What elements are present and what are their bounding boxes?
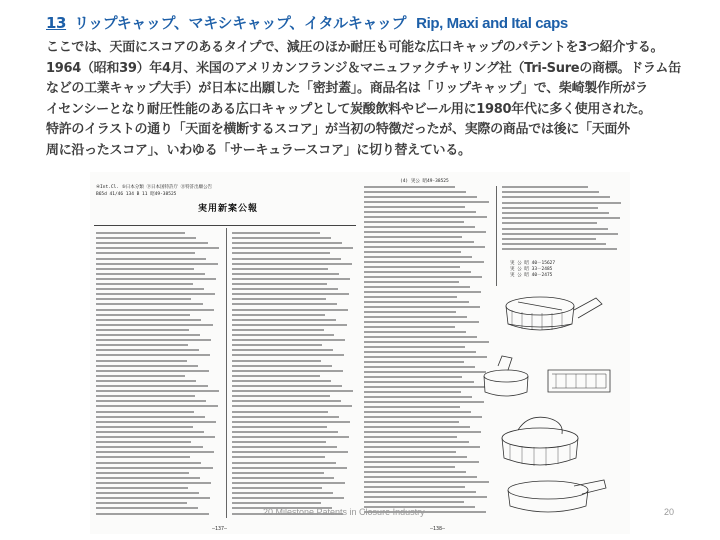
patent-text-line — [232, 411, 328, 413]
patent-text-line — [232, 334, 334, 336]
patent-text-line — [96, 303, 203, 305]
patent-text-line — [96, 492, 199, 494]
patent-text-line — [232, 472, 324, 474]
patent-text-line — [232, 462, 336, 464]
patent-text-line — [232, 349, 333, 351]
patent-text-line — [96, 477, 200, 479]
body-line: 1964（昭和39）年4月、米国のアメリカンフランジ＆マニュファクチャリング社（Tri-Sureの商標。ドラム缶 — [46, 60, 681, 76]
patent-text-line — [96, 446, 203, 448]
patent-text-line — [232, 258, 341, 260]
patent-text-line — [96, 360, 187, 362]
patent-text-line — [364, 501, 464, 503]
patent-text-line — [232, 436, 349, 438]
patent-text-line — [232, 446, 337, 448]
patent-text-line — [96, 436, 215, 438]
patent-text-line — [96, 472, 189, 474]
patent-text-line — [364, 341, 489, 343]
patent-text-line — [502, 191, 599, 193]
patent-text-line — [364, 311, 456, 313]
patent-text-line — [364, 446, 480, 448]
column-divider — [496, 186, 497, 286]
body-line: 特許のイラストの通り「天面を横断するスコア」が当初の特徴だったが、実際の商品では後に「天面外 — [46, 122, 630, 138]
patent-text-line — [364, 206, 465, 208]
patent-left-page — [90, 172, 360, 534]
slide-number-label: 13 — [46, 14, 67, 32]
patent-left-header-2: B65d 41/46 134 B 11 昭49-38525 — [96, 192, 177, 197]
patent-text-line — [364, 411, 471, 413]
footer-page-number: 20 — [664, 507, 675, 517]
patent-text-line — [96, 252, 195, 254]
patent-text-line — [364, 316, 467, 318]
patent-text-line — [232, 247, 353, 249]
patent-text-line — [364, 186, 455, 188]
patent-text-line — [232, 400, 341, 402]
patent-text-line — [96, 380, 196, 382]
patent-text-line — [364, 351, 476, 353]
patent-text-line — [364, 421, 459, 423]
patent-text-line — [96, 354, 210, 356]
patent-text-line — [364, 401, 484, 403]
patent-text-line — [364, 366, 475, 368]
patent-text-line — [232, 451, 348, 453]
patent-text-line — [96, 273, 205, 275]
title-english: Rip, Maxi and Ital caps — [416, 15, 568, 32]
patent-text-line — [364, 371, 486, 373]
patent-text-line — [232, 441, 326, 443]
patent-text-line — [96, 288, 204, 290]
patent-right-page — [360, 172, 630, 534]
patent-text-line — [502, 228, 608, 230]
patent-text-line — [232, 375, 320, 377]
patent-text-line — [364, 291, 481, 293]
patent-text-line — [232, 252, 330, 254]
patent-text-line — [364, 381, 474, 383]
patent-text-line — [96, 258, 206, 260]
patent-text-line — [96, 462, 201, 464]
patent-text-line — [96, 390, 219, 392]
patent-text-line — [502, 207, 598, 209]
patent-text-line — [232, 232, 320, 234]
patent-text-line — [96, 502, 187, 504]
patent-text-line — [364, 486, 465, 488]
patent-text-line — [364, 441, 469, 443]
patent-text-line — [96, 329, 189, 331]
patent-text-line — [96, 416, 205, 418]
patent-text-line — [96, 426, 193, 428]
patent-text-line — [96, 482, 211, 484]
patent-text-line — [364, 336, 477, 338]
patent-text-line — [232, 263, 352, 265]
patent-divider — [94, 225, 356, 226]
patent-text-line — [364, 261, 484, 263]
patent-text-line — [96, 309, 214, 311]
patent-text-line — [232, 421, 350, 423]
patent-text-line — [96, 441, 191, 443]
patent-text-line — [232, 492, 333, 494]
patent-right-header: (4) 実公 昭49-38525 — [400, 179, 449, 184]
footer-title: 20 Milestone Patents in Closure Industry — [263, 507, 425, 517]
patent-reference: 実 公 昭 40－15627 — [510, 261, 556, 266]
patent-text-line — [232, 380, 331, 382]
patent-text-line — [232, 324, 347, 326]
patent-text-line — [232, 319, 336, 321]
patent-text-line — [502, 212, 609, 214]
patent-text-line — [232, 497, 344, 499]
patent-text-line — [96, 242, 208, 244]
patent-text-line — [364, 321, 479, 323]
patent-text-line — [364, 386, 485, 388]
patent-text-line — [96, 232, 185, 234]
patent-text-line — [364, 436, 457, 438]
patent-text-line — [502, 238, 596, 240]
patent-text-line — [232, 426, 327, 428]
patent-text-line — [232, 329, 324, 331]
patent-text-line — [364, 356, 487, 358]
patent-journal-title: 実用新案公報 — [198, 204, 259, 214]
patent-text-line — [96, 497, 210, 499]
patent-text-line — [364, 456, 467, 458]
patent-text-line — [232, 502, 321, 504]
patent-text-line — [232, 288, 338, 290]
body-line: ここでは、天面にスコアのあるタイプで、減圧のほか耐圧も可能な広口キャップのパテントを3つ紹介する。 — [46, 40, 664, 55]
patent-text-line — [96, 385, 208, 387]
patent-text-line — [364, 346, 465, 348]
patent-text-line — [232, 360, 321, 362]
patent-text-line — [96, 375, 185, 377]
patent-text-line — [232, 385, 342, 387]
patent-text-line — [232, 293, 349, 295]
patent-text-line — [96, 339, 211, 341]
patent-text-line — [96, 365, 198, 367]
patent-left-header: ④Int.Cl. ⑤日本分類 ⑨日本国特許庁 ⑪特許出願公告 — [96, 185, 213, 190]
patent-text-line — [502, 248, 617, 250]
patent-text-line — [502, 186, 588, 188]
patent-text-line — [96, 293, 215, 295]
patent-text-line — [502, 222, 597, 224]
body-line: イセンシーとなり耐圧性能のある広口キャップとして炭酸飲料やビール用に1980年代に多く使用された。 — [46, 101, 651, 117]
title-japanese: リップキャップ、マキシキャップ、イタルキャップ — [74, 14, 407, 32]
patent-text-line — [364, 301, 469, 303]
patent-text-line — [96, 421, 216, 423]
patent-text-line — [364, 471, 466, 473]
patent-text-line — [364, 306, 480, 308]
patent-text-line — [232, 303, 337, 305]
patent-text-line — [364, 481, 489, 483]
patent-right-page-number: —138— — [430, 526, 446, 532]
patent-text-line — [232, 354, 344, 356]
patent-text-line — [96, 456, 190, 458]
patent-text-line — [364, 331, 466, 333]
slide-footer — [0, 507, 720, 523]
patent-text-line — [364, 406, 460, 408]
patent-text-line — [96, 314, 190, 316]
patent-text-line — [232, 283, 327, 285]
patent-text-line — [364, 226, 475, 228]
patent-text-line — [364, 426, 470, 428]
patent-text-line — [364, 466, 455, 468]
patent-left-page-number: —137— — [212, 526, 228, 532]
patent-text-line — [364, 476, 477, 478]
patent-text-line — [502, 243, 606, 245]
patent-document-image — [90, 172, 630, 534]
patent-text-line — [364, 201, 489, 203]
patent-text-line — [232, 370, 343, 372]
body-text — [46, 38, 696, 162]
body-line: などの工業キャップ大手）が日本に出願した「密封蓋」。商品名は「リップキャップ」で、柴崎製作所がラ — [46, 81, 648, 97]
patent-text-line — [232, 242, 342, 244]
patent-text-line — [232, 314, 325, 316]
patent-text-line — [364, 391, 461, 393]
patent-text-line — [96, 324, 213, 326]
patent-text-line — [364, 286, 470, 288]
patent-text-line — [364, 361, 464, 363]
patent-text-line — [364, 396, 472, 398]
patent-text-line — [364, 271, 471, 273]
patent-text-line — [96, 451, 214, 453]
patent-text-line — [96, 431, 204, 433]
patent-text-line — [364, 251, 461, 253]
patent-text-line — [232, 298, 326, 300]
patent-text-line — [502, 233, 618, 235]
patent-text-line — [364, 236, 462, 238]
patent-text-line — [96, 411, 194, 413]
patent-text-line — [96, 400, 206, 402]
patent-text-line — [232, 405, 352, 407]
patent-text-line — [364, 231, 486, 233]
cap-illustration-figures — [478, 280, 628, 520]
patent-text-line — [364, 496, 487, 498]
patent-text-line — [364, 221, 464, 223]
patent-text-line — [364, 276, 482, 278]
patent-text-line — [364, 326, 455, 328]
patent-text-line — [96, 334, 200, 336]
patent-text-line — [364, 296, 457, 298]
patent-text-line — [502, 217, 620, 219]
patent-text-line — [232, 309, 348, 311]
patent-text-line — [502, 196, 610, 198]
patent-text-line — [96, 298, 191, 300]
patent-text-line — [232, 395, 330, 397]
patent-text-line — [232, 237, 331, 239]
patent-text-line — [232, 344, 322, 346]
patent-text-line — [232, 273, 339, 275]
patent-text-line — [96, 370, 209, 372]
patent-text-line — [232, 390, 353, 392]
patent-text-line — [502, 202, 621, 204]
patent-text-line — [364, 451, 456, 453]
patent-text-line — [96, 319, 201, 321]
patent-text-line — [96, 467, 213, 469]
patent-text-line — [96, 349, 199, 351]
patent-text-line — [232, 416, 339, 418]
patent-text-line — [232, 268, 328, 270]
patent-text-line — [364, 216, 487, 218]
patent-text-line — [96, 395, 195, 397]
slide-title — [46, 12, 706, 33]
patent-text-line — [364, 491, 476, 493]
patent-text-line — [232, 487, 322, 489]
patent-text-line — [96, 344, 188, 346]
patent-text-line — [364, 376, 462, 378]
patent-text-line — [232, 477, 334, 479]
patent-text-line — [364, 461, 479, 463]
patent-text-line — [232, 431, 338, 433]
patent-text-line — [232, 467, 347, 469]
patent-text-line — [364, 416, 482, 418]
patent-text-line — [364, 256, 472, 258]
patent-text-line — [96, 268, 194, 270]
patent-text-line — [232, 278, 350, 280]
patent-text-line — [364, 211, 476, 213]
patent-text-line — [364, 191, 466, 193]
patent-text-line — [232, 339, 345, 341]
patent-text-line — [96, 487, 188, 489]
column-divider — [226, 228, 227, 518]
patent-text-line — [96, 237, 196, 239]
patent-reference: 実 公 昭 33－2485 — [510, 267, 553, 272]
patent-text-line — [364, 266, 460, 268]
patent-text-line — [96, 247, 219, 249]
patent-text-line — [364, 281, 459, 283]
patent-text-line — [96, 263, 218, 265]
patent-text-line — [364, 246, 485, 248]
patent-text-line — [96, 405, 218, 407]
patent-text-line — [364, 431, 481, 433]
patent-text-line — [232, 456, 325, 458]
body-line: 周に沿ったスコア」、いわゆる「サーキュラースコア」に切り替えている。 — [46, 142, 471, 158]
patent-text-line — [232, 365, 332, 367]
patent-text-line — [96, 278, 216, 280]
patent-text-line — [364, 196, 477, 198]
patent-text-line — [232, 482, 345, 484]
patent-reference: 実 公 昭 40－2475 — [510, 273, 553, 278]
patent-text-line — [364, 241, 474, 243]
patent-text-line — [96, 283, 193, 285]
